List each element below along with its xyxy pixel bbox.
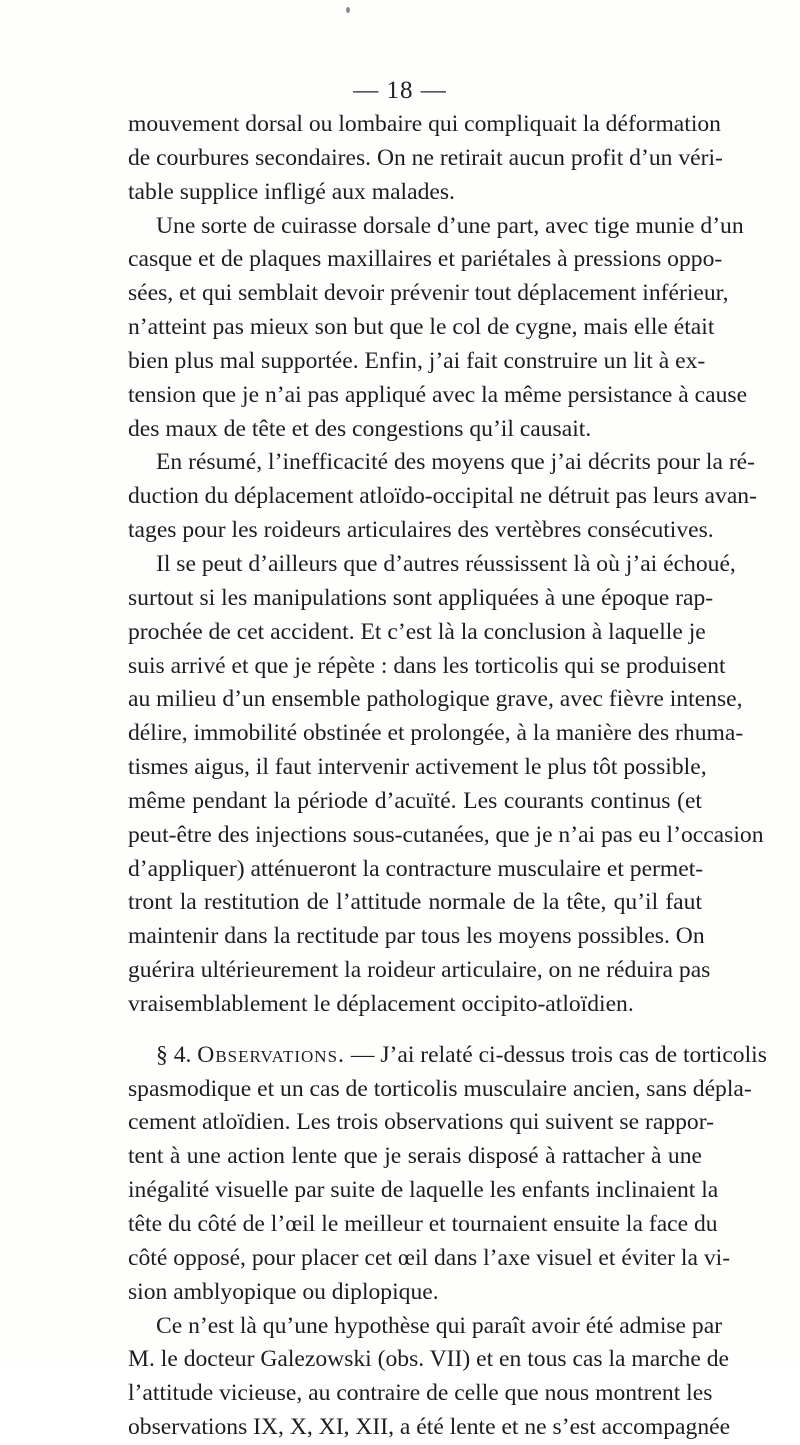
text-line: tages pour les roideurs articulaires des vertèbres consécutives. [128,517,714,544]
text-line: surtout si les manipulations sont appliquées à une époque rap- [128,584,714,611]
text-line: casque et de plaques maxillaires et pariétales à pressions oppo- [128,246,723,273]
text-line: observations IX, X, XI, XII, a été lente et ne s’est accompagnée [128,1414,731,1441]
text-line: de courbures secondaires. On ne retirait aucun profit d’un véri- [128,144,723,171]
text-line: tismes aigus, il faut intervenir activement le plus tôt possible, [128,754,707,781]
text-line: mouvement dorsal ou lombaire qui compliquait la déformation [128,111,721,137]
text-line: sion amblyopique ou diplopique. [128,1278,439,1305]
text-line: des maux de tête et des congestions qu’il causait. [128,415,592,442]
text-line: Ce n’est là qu’une hypothèse qui paraît avoir été admise par [156,1312,723,1339]
text-line: tront la restitution de l’attitude normale de la tête, qu’il faut [128,889,702,916]
section-number: § 4. [156,1041,192,1068]
text-line: tent à une action lente que je serais disposé à rattacher à une [128,1143,702,1170]
section-heading: Observations. [197,1041,345,1068]
text-line: tête du côté de l’œil le meilleur et tournaient ensuite la face du [128,1211,718,1237]
text-section-before-observations [128,108,764,1022]
text-line: d’appliquer) atténueront la contracture musculaire et permet- [128,855,704,882]
text-line: sées, et qui semblait devoir prévenir tout déplacement inférieur, [128,280,729,307]
text-line: En résumé, l’inefficacité des moyens que j’ai décrits pour la ré- [156,449,756,476]
ink-speck [346,7,350,13]
text-line: n’atteint pas mieux son but que le col de cygne, mais elle était [128,314,715,341]
text-line: même pendant la période d’acuïté. Les courants continus (et [128,787,702,814]
text-line: maintenir dans la rectitude par tous les moyens possibles. On [128,923,705,950]
page-number: — 18 — [353,77,447,104]
text-line: tension que je n’ai pas appliqué avec la même persistance à cause [128,381,748,408]
text-line: délire, immobilité obstinée et prolongée, à la manière des rhuma- [128,720,744,747]
section-heading-line [128,1039,767,1073]
text-line: côté opposé, pour placer cet œil dans l’axe visuel et éviter la vi- [128,1244,731,1271]
section-heading-text: — J’ai relaté ci-dessus trois cas de torticolis [350,1041,767,1068]
section-spacer [128,1022,702,1039]
text-line: Une sorte de cuirasse dorsale d’une part, avec tige munie d’un [156,212,744,239]
text-line: vraisemblablement le déplacement occipito-atloïdien. [128,990,634,1017]
text-line: inégalité visuelle par suite de laquelle les enfants inclinaient la [128,1177,719,1204]
text-line: Il se peut d’ailleurs que d’autres réussissent là où j’ai échoué, [156,550,736,577]
text-line: bien plus mal supportée. Enfin, j’ai fait construire un lit à ex- [128,347,706,374]
text-line: table supplice infligé aux malades. [128,178,455,205]
text-line: suis arrivé et que je répète : dans les torticolis qui se produisent [128,652,726,679]
text-line: au milieu d’un ensemble pathologique grave, avec fièvre intense, [128,686,743,713]
text-line: guérira ultérieurement la roideur articulaire, on ne réduira pas [128,957,711,984]
text-line: duction du déplacement atloïdo-occipital ne détruit pas leurs avan- [128,483,757,510]
body-text [128,108,767,1445]
text-line: M. le docteur Galezowski (obs. VII) et en tous cas la marche de [128,1346,729,1373]
text-line: cement atloïdien. Les trois observations qui suivent se rappor- [128,1109,714,1136]
text-section-observations [128,1073,752,1445]
text-line: peut-être des injections sous-cutanées, que je n’ai pas eu l’occasion [128,821,764,848]
text-line: prochée de cet accident. Et c’est là la conclusion à laquelle je [128,618,706,645]
text-line: spasmodique et un cas de torticolis musculaire ancien, sans dépla- [128,1075,752,1102]
text-line: l’attitude vicieuse, au contraire de celle que nous montrent les [128,1380,713,1407]
